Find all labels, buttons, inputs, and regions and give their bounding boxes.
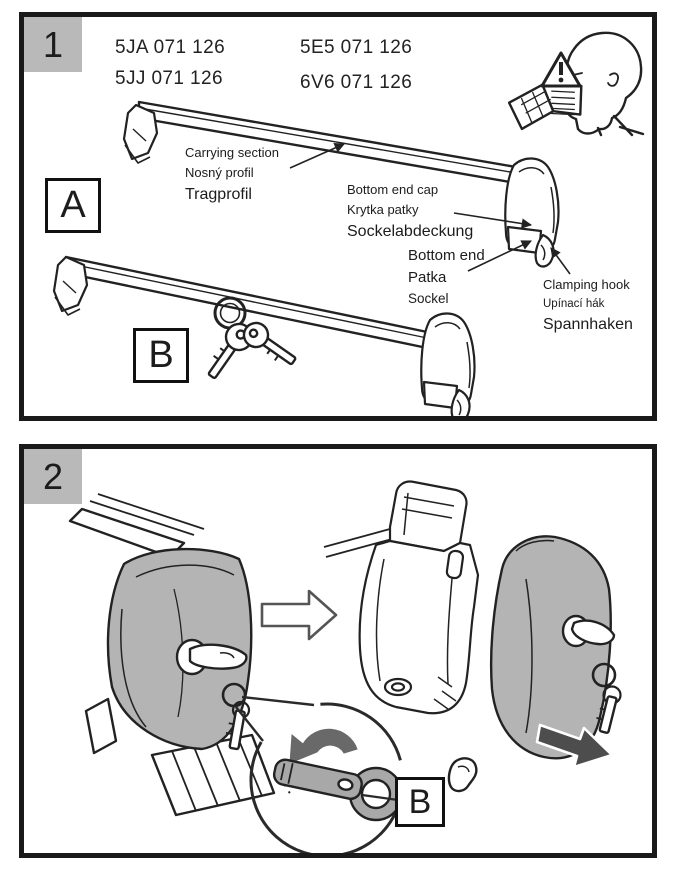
step-2-panel [19, 444, 657, 858]
label-carrying-section: Carrying section Nosný profil Tragprofil [185, 145, 279, 203]
foot-uncovered [324, 482, 478, 714]
read-manual-warning-icon [507, 33, 643, 135]
bar-b-right-foot [421, 313, 474, 416]
marker-b-box [133, 328, 189, 383]
part-number-4: 6V6 071 126 [300, 72, 413, 93]
step-2-content [24, 449, 652, 853]
leader-clamping-hook [551, 248, 570, 274]
label-bottom-end: Bottom end Patka Sockel [408, 247, 485, 306]
marker-b-letter: B [408, 782, 432, 821]
direction-arrow-icon [262, 591, 336, 639]
step-number-badge [24, 17, 82, 72]
bar-a-left-foot [124, 105, 157, 163]
clamping-hook-part [449, 758, 476, 791]
part-number-1: 5JA 071 126 [115, 37, 226, 58]
step-number: 1 [42, 23, 64, 65]
step-number-badge [24, 449, 82, 504]
step-1-panel [19, 12, 657, 421]
callout-line-upper [242, 697, 314, 705]
marker-a-letter: A [60, 184, 86, 226]
step-2-illustration [24, 449, 652, 853]
marker-b-letter: B [148, 334, 174, 376]
foot-cover-locked [70, 494, 274, 815]
part-number-3: 5E5 071 126 [300, 37, 413, 58]
marker-b-box [395, 777, 445, 827]
step-number: 2 [42, 455, 64, 497]
rotate-key-arrow-icon [290, 729, 357, 763]
marker-a-box [45, 178, 101, 233]
step-1-content [24, 17, 652, 416]
label-bottom-end-cap: Bottom end cap Krytka patky Sockelabdeckung [347, 182, 474, 240]
detail-key-icon [272, 758, 402, 820]
bar-b-left-foot [54, 257, 87, 315]
label-clamping-hook: Clamping hook Upínací hák Spannhaken [543, 277, 633, 333]
part-number-2: 5JJ 071 126 [115, 68, 223, 89]
